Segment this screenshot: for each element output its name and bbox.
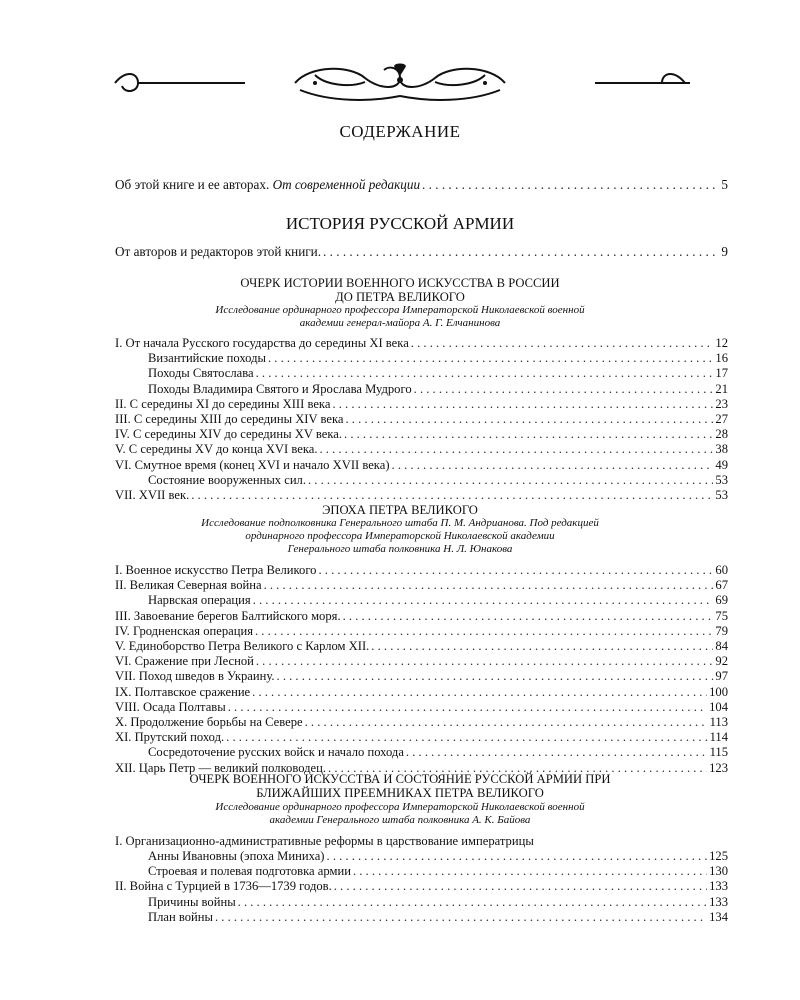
toc-page-number: 92 (715, 654, 728, 669)
toc-entry-label: IV. С середины XIV до середины XV века. (115, 427, 343, 442)
s3-item1-label: I. Организационно-административные реформы в царствование императрицы (115, 834, 534, 848)
toc-entry-label: VIII. Осада Полтавы (115, 699, 226, 714)
section3-title-line1: ОЧЕРК ВОЕННОГО ИСКУССТВА И СОСТОЯНИЕ РУССКОЙ АРМИИ ПРИ (189, 772, 611, 786)
toc-page-number: 60 (715, 563, 728, 577)
toc-entry-label: Походы Владимира Святого и Ярослава Мудрого (148, 381, 412, 396)
toc-entry[interactable] (115, 685, 728, 700)
toc-entry-label: XII. Царь Петр — великий полководец. (115, 760, 327, 775)
toc-page-number: 21 (715, 381, 728, 396)
header-ornament (110, 60, 690, 106)
toc-entry-label: II. Великая Северная война (115, 578, 262, 593)
toc-page-number: 130 (709, 864, 728, 879)
toc-entry-label: IV. Гродненская операция (115, 623, 253, 638)
toc-entry-intro[interactable] (115, 177, 728, 192)
toc-page-number: 9 (721, 244, 728, 259)
toc-page-number: 69 (715, 593, 728, 608)
toc-entry[interactable] (115, 715, 728, 730)
toc-entry-label: План войны (148, 909, 213, 924)
section1-title-line2: ДО ПЕТРА ВЕЛИКОГО (335, 290, 465, 304)
toc-entry-label: V. С середины XV до конца XVI века. (115, 442, 318, 457)
toc-entry-label: I. От начала Русского государства до середины XI века (115, 336, 409, 350)
toc-page-number: 123 (709, 760, 728, 775)
preface-label: От авторов и редакторов этой книги. (115, 244, 322, 259)
toc-entry-label: Сосредоточение русских войск и начало похода (148, 745, 404, 760)
toc-entry[interactable] (115, 366, 728, 381)
toc-page-number: 133 (709, 894, 728, 909)
toc-page-number: 134 (709, 909, 728, 924)
toc-entry[interactable] (115, 351, 728, 366)
toc-page-number: 23 (715, 396, 728, 411)
toc-page-number: 53 (715, 488, 728, 502)
section2-subtitle-line1: Исследование подполковника Генерального штаба П. М. Андрианова. Под редакцией (201, 517, 599, 529)
section2-subtitle-line2: ординарного профессора Императорской Николаевской академии (245, 530, 555, 542)
toc-page-number: 104 (709, 699, 728, 714)
toc-entry[interactable] (115, 879, 728, 894)
toc-entry[interactable] (115, 427, 728, 442)
toc-entry[interactable] (115, 895, 728, 910)
toc-entry-label: Анны Ивановны (эпоха Миниха) (148, 849, 325, 863)
toc-page-number: 5 (721, 177, 728, 192)
section1-subtitle-line1: Исследование ординарного профессора Императорской Николаевской военной (215, 304, 585, 316)
section2-subtitle-line3: Генерального штаба полковника Н. Л. Юнакова (287, 543, 513, 555)
toc-entry-label: VI. Сражение при Лесной (115, 654, 254, 669)
toc-entry[interactable] (115, 442, 728, 457)
toc-entry[interactable] (115, 563, 728, 578)
toc-entry[interactable] (115, 336, 728, 351)
page-title: СОДЕРЖАНИЕ (339, 122, 461, 141)
intro-label-italic: От современной редакции (272, 177, 421, 192)
toc-entry[interactable] (115, 849, 728, 864)
toc-entry-label: VII. Поход шведов в Украину. (115, 669, 275, 684)
toc-entry-label: X. Продолжение борьбы на Севере (115, 715, 303, 729)
toc-page-number: 53 (715, 472, 728, 487)
toc-entry[interactable] (115, 473, 728, 488)
toc-entry-label: Походы Святослава (148, 366, 254, 381)
toc-entry-label: I. Военное искусство Петра Великого (115, 563, 317, 577)
toc-page-number: 28 (715, 427, 728, 442)
toc-page-number: 125 (709, 849, 728, 863)
toc-entry[interactable] (115, 910, 728, 925)
toc-entry[interactable] (115, 593, 728, 608)
toc-entry-label: II. С середины XI до середины XIII века (115, 396, 331, 411)
toc-page-number: 16 (715, 351, 728, 366)
toc-entry[interactable] (115, 639, 728, 654)
toc-entry[interactable] (115, 745, 728, 760)
toc-entry-label: III. Завоевание берегов Балтийского моря. (115, 608, 341, 623)
toc-page-number: 79 (715, 623, 728, 638)
toc-entry-s3-first-line[interactable] (115, 834, 728, 849)
toc-page-number: 84 (715, 639, 728, 653)
toc-page-number: 113 (709, 715, 728, 729)
toc-page-number: 97 (715, 669, 728, 684)
toc-entry-label: IX. Полтавское сражение (115, 684, 251, 699)
toc-entry-label: VII. XVII век. (115, 488, 190, 502)
toc-page-number: 100 (709, 684, 728, 699)
toc-entry[interactable] (115, 654, 728, 669)
toc-page-number: 17 (715, 366, 728, 381)
toc-entry[interactable] (115, 488, 728, 503)
section1-subtitle-line2: академии генерал-майора А. Г. Елчанинова (299, 317, 501, 329)
toc-page-number: 133 (709, 879, 728, 894)
toc-entry-preface[interactable] (115, 244, 728, 259)
section3-subtitle-line2: академии Генерального штаба полковника А. К. Байова (269, 814, 531, 826)
section2-title-line1: ЭПОХА ПЕТРА ВЕЛИКОГО (322, 503, 478, 517)
toc-entry[interactable] (115, 700, 728, 715)
toc-entry-label: VI. Смутное время (конец XVI и начало XVII века) (115, 457, 390, 472)
toc-entry[interactable] (115, 864, 728, 879)
toc-page-number: 38 (715, 442, 728, 457)
toc-entry-label: Нарвская операция (148, 593, 251, 608)
toc-entry-label: Состояние вооруженных сил. (148, 472, 306, 487)
toc-entry[interactable] (115, 730, 728, 745)
toc-entry[interactable] (115, 458, 728, 473)
toc-entry[interactable] (115, 412, 728, 427)
section1-title-line1: ОЧЕРК ИСТОРИИ ВОЕННОГО ИСКУССТВА В РОССИИ (240, 276, 560, 290)
part-title: ИСТОРИЯ РУССКОЙ АРМИИ (285, 214, 515, 233)
toc-page-number: 115 (709, 745, 728, 760)
toc-entry-label: Византийские походы (148, 351, 266, 366)
section3-title-line2: БЛИЖАЙШИХ ПРЕЕМНИКАХ ПЕТРА ВЕЛИКОГО (256, 786, 544, 800)
toc-page-number: 12 (715, 336, 728, 350)
toc-entry-label: II. Война с Турцией в 1736—1739 годов. (115, 879, 332, 894)
toc-entry-label: III. С середины XIII до середины XIV века (115, 412, 344, 426)
toc-entry[interactable] (115, 397, 728, 412)
toc-entry-label: XI. Прутский поход. (115, 730, 225, 745)
toc-entry[interactable] (115, 624, 728, 639)
toc-entry-label: Причины войны (148, 894, 236, 909)
toc-entry-label: Строевая и полевая подготовка армии (148, 864, 351, 879)
toc-page-number: 67 (715, 578, 728, 593)
toc-entry-label: V. Единоборство Петра Великого с Карлом XII. (115, 639, 370, 653)
toc-entry[interactable] (115, 578, 728, 593)
toc-entry[interactable] (115, 382, 728, 397)
toc-page-number: 75 (715, 608, 728, 623)
toc-entry[interactable] (115, 669, 728, 684)
intro-label: Об этой книге и ее авторах. (115, 177, 270, 192)
toc-page-number: 114 (709, 730, 728, 745)
toc-page-number: 49 (715, 457, 728, 472)
toc-entry[interactable] (115, 609, 728, 624)
toc-page-number: 27 (715, 412, 728, 426)
section3-subtitle-line1: Исследование ординарного профессора Императорской Николаевской военной (215, 801, 585, 813)
